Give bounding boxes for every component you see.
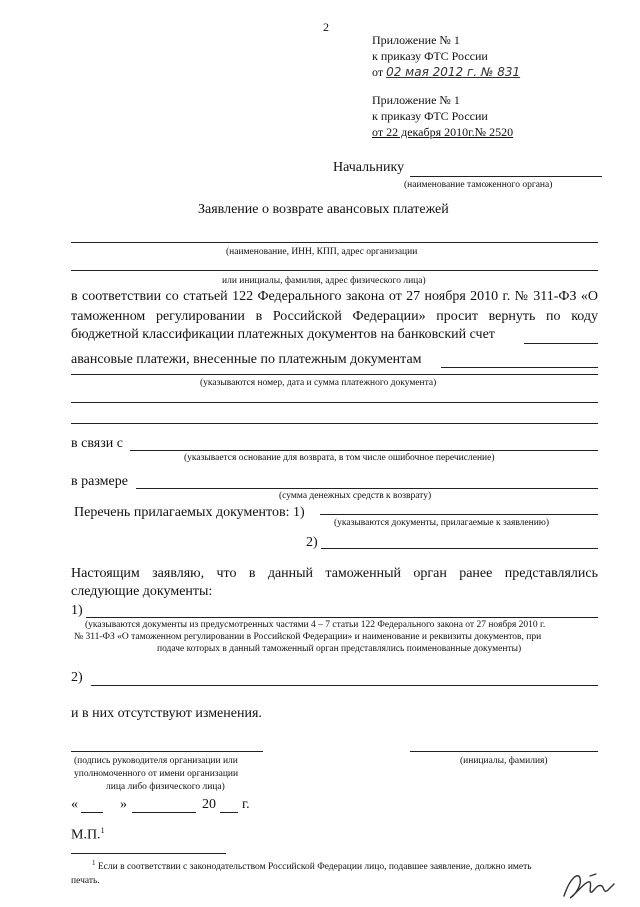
signature-line: [71, 751, 263, 752]
amount-label: в размере: [71, 474, 128, 489]
date-year-prefix: 20: [202, 797, 216, 812]
advance-payments-label: авансовые платежи, внесенные по платежным документам: [71, 352, 422, 367]
footnote-line-2: печать.: [71, 876, 100, 886]
stamp-text: М.П.: [71, 827, 101, 843]
date-day-line: [81, 812, 103, 813]
document-title: Заявление о возврате авансовых платежей: [198, 202, 449, 217]
handwritten-signature: [560, 868, 616, 907]
attached-documents-caption: (указываются документы, прилагаемые к заявлению): [334, 518, 550, 528]
no-changes-statement: и в них отсутствуют изменения.: [71, 706, 262, 721]
signature-caption-2: уполномоченного от имени организации: [74, 769, 239, 779]
addressee-caption: (наименование таможенного органа): [404, 180, 553, 190]
stamp-footnote-mark: 1: [100, 826, 105, 835]
bank-account-line: [524, 343, 598, 344]
footnote-text: Если в соответствии с законодательством Российской Федерации лицо, подавшее заявление, должно иметь: [97, 862, 532, 873]
declared-document-1-number: 1): [71, 603, 83, 618]
declared-document-1-line: [86, 617, 598, 618]
attached-document-2-number: 2): [306, 535, 318, 550]
declaration-line-1: Настоящим заявляю, что в данный таможенный орган ранее представлялись: [71, 566, 598, 581]
reason-caption: (указывается основание для возврата, в том числе ошибочное перечисление): [184, 453, 495, 463]
amount-caption: (сумма денежных средств к возврату): [279, 491, 432, 501]
footnote-mark: 1: [92, 859, 96, 867]
appendix-old-line3: от 22 декабря 2010г.№ 2520: [372, 125, 514, 139]
reason-line: [130, 450, 598, 451]
reason-label: в связи с: [71, 436, 123, 451]
appendix-new-line3: [372, 65, 520, 80]
attached-document-1-line: [320, 514, 598, 515]
footnote-line-1: [92, 859, 532, 872]
addressee-label: Начальнику: [333, 160, 405, 175]
date-year-suffix: г.: [242, 797, 250, 812]
appendix-old-line2: к приказу ФТС России: [372, 109, 488, 123]
applicant-caption-2: или инициалы, фамилия, адрес физического лица): [222, 276, 426, 286]
advance-payments-caption: (указываются номер, дата и сумма платежного документа): [200, 378, 437, 388]
initials-line: [410, 751, 598, 752]
date-close-quote: »: [120, 797, 127, 812]
advance-payments-line-3: [71, 402, 598, 403]
declared-documents-caption-3: подаче которых в данный таможенный орган представлялись поименованные документы): [157, 644, 522, 654]
attached-documents-label: Перечень прилагаемых документов: 1): [74, 505, 305, 520]
date-year-line: [220, 812, 238, 813]
applicant-line-2: [71, 270, 598, 271]
signature-caption-1: (подпись руководителя организации или: [74, 756, 238, 766]
advance-payments-line-1: [441, 367, 598, 368]
appendix-old-line1: Приложение № 1: [372, 93, 460, 107]
amount-line: [136, 488, 598, 489]
date-open-quote: «: [71, 797, 78, 812]
appendix-new-line1: Приложение № 1: [372, 33, 460, 47]
date-month-line: [132, 812, 196, 813]
declared-documents-caption-1: (указываются документы из предусмотренных частями 4 – 7 статьи 122 Федерального закона от 27 ноября 2010 г.: [85, 620, 546, 630]
applicant-line-1: [71, 242, 598, 243]
declaration-line-2: следующие документы:: [71, 584, 213, 599]
addressee-line: [410, 176, 602, 177]
stamp-label: [71, 826, 105, 844]
appendix-new-line2: к приказу ФТС России: [372, 49, 488, 63]
declared-documents-caption-2: № 311-ФЗ «О таможенном регулировании в Российской Федерации» и наименование и реквизиты документов, при: [74, 632, 542, 642]
declared-document-2-number: 2): [71, 670, 83, 685]
body-line-2: таможенном регулировании в Российской Федерации» просит вернуть по коду: [71, 309, 598, 324]
footnote-separator: [71, 853, 226, 854]
body-line-1: в соответствии со статьей 122 Федерального закона от 27 ноября 2010 г. № 311-ФЗ «О: [71, 289, 598, 304]
page-number: 2: [323, 20, 329, 34]
attached-document-2-line: [321, 548, 598, 549]
initials-caption: (инициалы, фамилия): [460, 756, 548, 766]
applicant-caption-1: (наименование, ИНН, КПП, адрес организации: [226, 247, 418, 257]
signature-caption-3: лица либо физического лица): [106, 782, 225, 792]
declared-document-2-line: [91, 685, 598, 686]
appendix-new-handwritten-date: 02 мая 2012 г. № 831: [386, 65, 521, 79]
body-line-3: бюджетной классификации платежных документов на банковский счет: [71, 327, 495, 342]
appendix-new-from: от: [372, 65, 384, 79]
advance-payments-line-2: [71, 374, 598, 375]
advance-payments-line-4: [71, 423, 598, 424]
